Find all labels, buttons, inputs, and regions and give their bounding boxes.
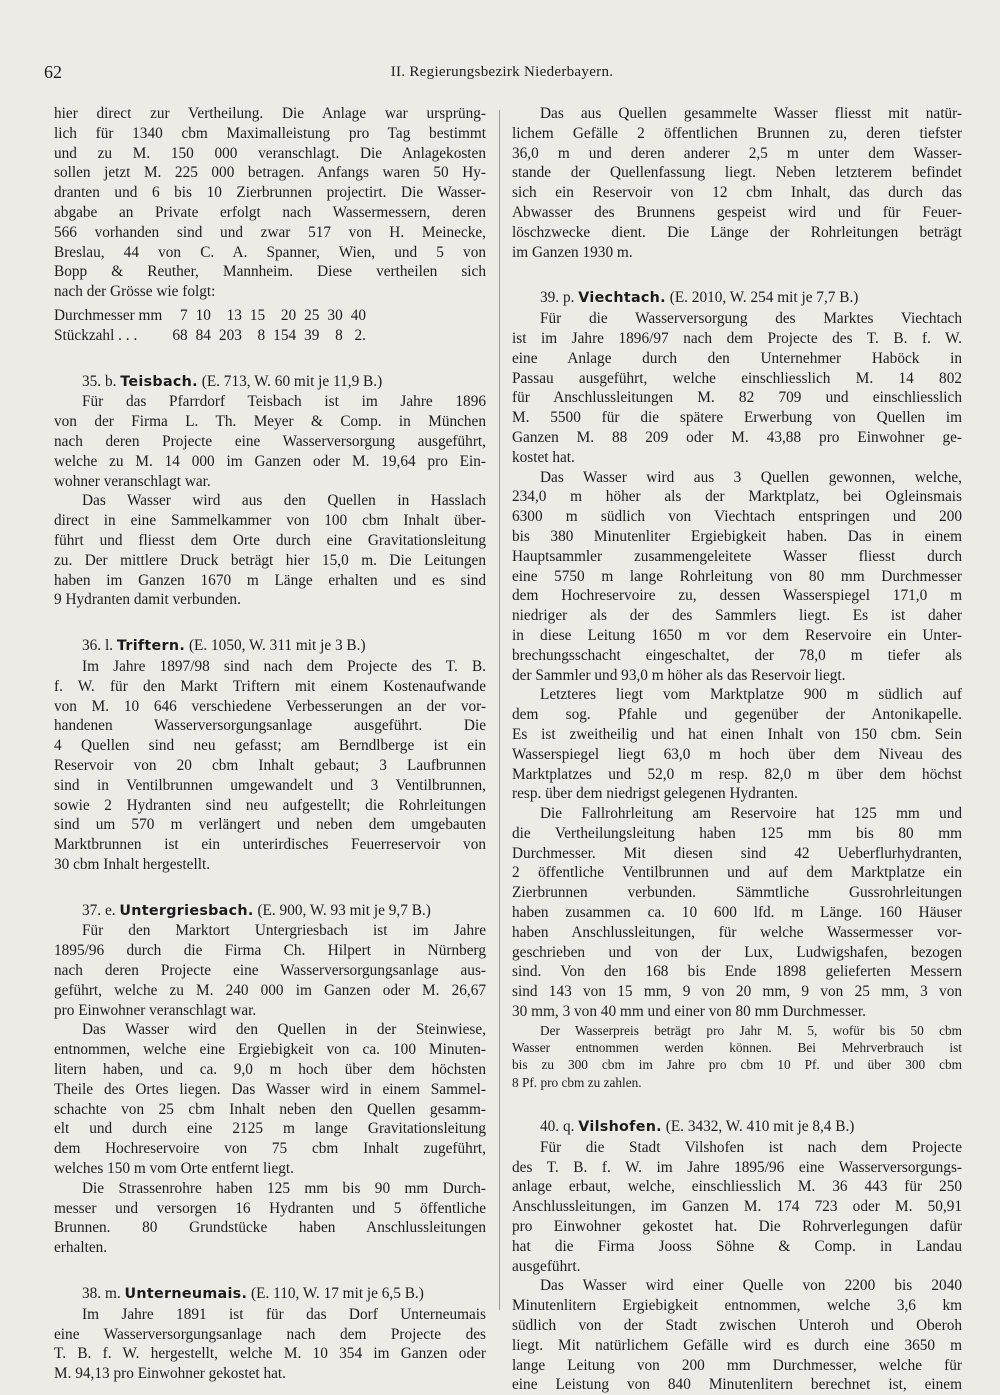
table-cell: 40 (350, 306, 367, 324)
table-cell: 25 (304, 306, 320, 324)
text-line: brechungsschacht eingeschaltet, der 78,0 m tiefer als (512, 646, 962, 664)
text-line: handenen Wasserversorgungsanlage ausgeführt. Die (54, 717, 486, 735)
text-line: Theile des Ortes liegen. Das Wasser wird in einem Sammel- (54, 1080, 486, 1098)
text-line: sind. Von den 168 bis Ende 1898 gelieferten Messern (512, 963, 962, 981)
place-name: Vilshofen. (578, 1119, 662, 1136)
text-line: anlage erbaut, welche, einschliesslich M. 36 443 für 250 (512, 1178, 962, 1196)
entry-number: 37. e. (82, 901, 116, 919)
text-line: geführt, welche zu M. 240 000 im Ganzen oder M. 26,67 (54, 981, 486, 999)
text-line: sind um 570 m verlängert und neben dem umgebauten (54, 816, 486, 834)
text-line: 30 mm, 3 von 40 mm und einer von 80 mm Durchmesser. (512, 1003, 866, 1021)
text-line: ist im Jahre 1896/97 nach dem Projecte des T. B. f. W. (512, 329, 962, 347)
text-line: Für die Stadt Vilshofen ist nach dem Projecte (540, 1138, 962, 1156)
paragraph (54, 1305, 486, 1384)
text-line: 6300 m südlich von Viechtach entspringen und 200 (512, 508, 962, 526)
text-line: haben zusammen ca. 10 600 lfd. m Länge. 160 Häuser (512, 904, 962, 922)
text-line: dem sog. Pfahle und gegenüber der Antonikapelle. (512, 706, 962, 724)
table-cell: 7 (179, 306, 188, 324)
text-line: Marktbrunnen ist ein unterirdisches Feuerreservoir von (54, 836, 486, 854)
table-cell: 10 (195, 306, 211, 324)
text-line: Brunnen. 80 Grundstücke haben Anschlussleitungen (54, 1219, 486, 1237)
text-line: lich für 1340 cbm Maximalleistung pro Tag bestimmt (54, 124, 486, 142)
text-line: Das aus Quellen gesammelte Wasser fliesst mit natür- (540, 105, 962, 122)
text-line: direct in eine Sammelkammer von 100 cbm Inhalt über- (54, 512, 486, 530)
entry-info: (E. 713, W. 60 mit je 11,9 B.) (201, 372, 383, 390)
text-line: Das Wasser wird aus 3 Quellen gewonnen, welche, (540, 468, 962, 486)
entry-heading (54, 636, 486, 657)
text-line: bis zu 300 cbm im Jahre pro cbm 10 Pf. und über 300 cbm (512, 1057, 962, 1073)
entry-number: 36. l. (82, 637, 114, 655)
text-line: Für das Pfarrdorf Teisbach ist im Jahre 1896 (82, 393, 486, 411)
text-line: M. 94,13 pro Einwohner gekostet hat. (54, 1365, 286, 1383)
page-number: 62 (44, 62, 62, 82)
table-cell: 203 (218, 326, 242, 344)
text-line: Wasser entnommen werden können. Bei Mehrverbrauch ist (512, 1040, 962, 1056)
place-name: Unterneumais. (124, 1286, 248, 1303)
paragraph (512, 309, 962, 467)
running-head: II. Regierungsbezirk Niederbayern. (390, 64, 614, 80)
text-line: Die Strassenrohre haben 125 mm bis 90 mm Durch- (82, 1179, 486, 1197)
table-cell: 68 (172, 326, 188, 344)
text-line: Breslau, 44 von C. A. Spanner, Wien, und 5 von (54, 243, 486, 261)
paragraph (512, 1138, 962, 1277)
text-line: Ganzen M. 88 209 oder M. 43,88 pro Einwohner ge- (512, 428, 962, 446)
text-line: Bopp & Reuther, Mannheim. Diese vertheilen sich (54, 263, 486, 281)
text-line: eine 5750 m lange Rohrleitung von 80 mm Durchmesser (512, 567, 962, 585)
text-line: messer und versorgen 16 Hydranten und 5 öffentliche (54, 1199, 486, 1217)
text-line: Marktplatzes und 52,0 m resp. 82,0 m über dem höchst (512, 765, 962, 783)
text-line: wohner veranschlagt war. (54, 472, 211, 490)
entry-info: (E. 1050, W. 311 mit je 3 B.) (188, 637, 366, 655)
row-label: Durchmesser mm (54, 306, 163, 324)
table-cell: 20 (280, 306, 297, 324)
text-line: von M. 10 646 verschiedene Verbesserungen an der vor- (54, 697, 486, 715)
text-line: 566 vorhanden sind und zwar 517 von H. Meinecke, (54, 223, 486, 241)
continued-paragraph (54, 104, 486, 302)
text-line: erhalten. (54, 1239, 108, 1257)
text-line: Passau ausgeführt, welche einschliesslich M. 14 802 (512, 369, 962, 387)
entry-heading (54, 372, 486, 393)
text-line: hat die Firma Jooss Söhne & Comp. in Landau (512, 1237, 962, 1255)
table-cell: 154 (273, 326, 297, 344)
column-divider (499, 110, 500, 1310)
text-line: Das Wasser wird aus den Quellen in Hasslach (82, 492, 486, 510)
table-row (54, 326, 374, 346)
paragraph (54, 392, 486, 491)
entry-heading (512, 288, 962, 309)
text-line: M. 5500 für die spätere Erwerbung von Quellen im (512, 409, 962, 427)
paragraph (512, 804, 962, 1022)
paragraph (54, 657, 486, 875)
text-line: pro Einwohner gekostet hat. Die Rohrverlegungen dafür (512, 1218, 962, 1236)
text-line: zu. Der mittlere Druck beträgt hier 15,0 m. Die Leitungen (54, 551, 486, 569)
table-cell: 13 (226, 306, 242, 324)
text-line: pro Einwohner veranschlagt war. (54, 1001, 257, 1019)
text-line: Abwasser des Brunnens gespeist wird und für Feuer- (512, 203, 962, 221)
entry-number: 35. b. (82, 372, 117, 390)
entry-number: 39. p. (540, 289, 575, 307)
text-line: 234,0 m höher als der Marktplatz, bei Ogleinsmais (512, 488, 962, 506)
text-line: führt und fliesst dem Orte durch eine Gravitationsleitung (54, 531, 486, 549)
text-line: liegt. Mit natürlichem Gefälle wird es durch eine 3650 m (512, 1336, 962, 1354)
place-name: Untergriesbach. (119, 902, 254, 919)
text-line: dem Hochreservoire von 75 cbm Inhalt zugeführt, (54, 1140, 486, 1158)
place-name: Triftern. (116, 638, 186, 655)
text-line: schachte von 25 cbm Inhalt neben den Quellen gesamm- (54, 1100, 486, 1118)
entry-heading (54, 901, 486, 922)
text-line: sollen jetzt M. 225 000 betragen. Anfangs waren 50 Hy- (54, 164, 486, 182)
row-label: Stückzahl . . . (54, 326, 138, 344)
text-line: Anschlussleitungen, im Ganzen M. 174 723 oder M. 50,91 (512, 1198, 962, 1216)
text-line: 30 cbm Inhalt hergestellt. (54, 855, 211, 873)
entry-heading (54, 1284, 486, 1305)
paragraph (512, 104, 962, 262)
paragraph (512, 468, 962, 686)
table-cell: 84 (195, 326, 211, 344)
text-line: 8 Pf. pro cbm zu zahlen. (512, 1074, 642, 1090)
text-line: nach der Grösse wie folgt: (54, 283, 216, 301)
text-line: löschzwecke dient. Die Länge der Rohrleitungen beträgt (512, 223, 962, 241)
text-line: sich ein Reservoir von 12 cbm Inhalt, das durch das (512, 184, 962, 202)
text-line: im Ganzen 1930 m. (512, 243, 633, 261)
table-cell: 30 (327, 306, 343, 324)
table-cell: 2. (354, 326, 367, 344)
paragraph (512, 1276, 962, 1395)
text-line: lange Leitung von 200 mm Durchmesser, welche für (512, 1356, 962, 1374)
paragraph (54, 921, 486, 1020)
text-line: eine Anlage durch den Unternehmer Haböck in (512, 349, 962, 367)
entry-number: 38. m. (82, 1285, 121, 1303)
place-name: Teisbach. (120, 373, 198, 390)
text-line: ausgeführt. (512, 1257, 581, 1275)
text-line: 36,0 m und deren anderer 2,5 m unter dem Wasser- (512, 144, 962, 162)
text-line: Im Jahre 1897/98 sind nach dem Projecte des T. B. (82, 657, 486, 675)
paragraph (512, 685, 962, 804)
text-line: 4 Quellen sind neu gefasst; am Berndlberge ist ein (54, 737, 486, 755)
text-line: für Anschlussleitungen M. 82 709 und einschliesslich (512, 389, 962, 407)
text-line: sind in Ventilbrunnen umgewandelt und 3 Ventilbrunnen, (54, 776, 486, 794)
meter-size-table (54, 306, 374, 346)
text-line: des T. B. f. W. im Jahre 1895/96 eine Wasserversorgungs- (512, 1158, 962, 1176)
entry-info: (E. 900, W. 93 mit je 9,7 B.) (257, 901, 431, 919)
text-line: Reservoir von 20 cbm Inhalt gebaut; 3 Laufbrunnen (54, 756, 486, 774)
place-name: Viechtach. (578, 290, 666, 307)
text-line: Es ist zweitheilig und hat einen Inhalt von 150 cbm. Sein (512, 725, 962, 743)
text-line: Durchmesser. Mit diesen sind 42 Ueberflurhydranten, (512, 844, 962, 862)
text-line: Im Jahre 1891 ist für das Dorf Unterneumais (82, 1305, 486, 1323)
text-line: hier direct zur Vertheilung. Die Anlage war ursprüng- (54, 105, 486, 122)
text-line: niedriger als der des Sammlers liegt. Es ist daher (512, 607, 962, 625)
text-line: Hauptsammler zusammengeleitete Wasser fliesst durch (512, 547, 962, 565)
text-line: geschrieben und von der Lux, Ludwigshafen, bezogen (512, 943, 962, 961)
text-line: T. B. f. W. hergestellt, welche M. 10 354 im Ganzen oder (54, 1345, 486, 1363)
text-line: Minutenlitern Ergiebigkeit entnommen, welche 3,6 km (512, 1297, 962, 1315)
text-line: welches 150 m vom Orte entfernt liegt. (54, 1160, 295, 1178)
text-line: eine Leistung von 840 Minutenlitern berechnet ist, einem (512, 1376, 962, 1394)
text-line: dem Hochreservoire zu, dessen Wasserspiegel 171,0 m (512, 587, 962, 605)
price-note (512, 1022, 962, 1091)
text-line: 9 Hydranten damit verbunden. (54, 591, 241, 609)
text-line: Zierbrunnen verbunden. Sämmtliche Gussrohrleitungen (512, 884, 962, 902)
text-line: Für den Marktort Untergriesbach ist im Jahre (82, 922, 486, 940)
text-line: Die Fallrohrleitung am Reservoire hat 125 mm und (540, 805, 962, 823)
text-line: südlich von der Stadt zwischen Unteroh und Oberoh (512, 1317, 962, 1335)
text-line: und zu M. 150 000 veranschlagt. Die Anlagekosten (54, 144, 486, 162)
text-line: in diese Leitung 1650 m vor dem Reservoire ein Unter- (512, 626, 962, 644)
text-line: nach deren Projecte eine Wasserversorgungsanlage aus- (54, 962, 486, 980)
text-line: haben Anschlussleitungen, für welche Wassermesser vor- (512, 923, 962, 941)
text-line: litern haben, und ca. 9,0 m hoch über dem höchsten (54, 1061, 486, 1079)
table-cell: 39 (304, 326, 320, 344)
text-line: die Vertheilungsleitung haben 125 mm bis 80 mm (512, 824, 962, 842)
page-header (44, 62, 960, 86)
text-line: f. W. für den Markt Triftern mit einem Kostenaufwande (54, 677, 486, 695)
text-line: von der Firma L. Th. Meyer & Comp. in München (54, 413, 486, 431)
text-line: 2 öffentliche Ventilbrunnen und auf dem Marktplatze ein (512, 864, 962, 882)
table-row (54, 306, 374, 326)
text-line: 1895/96 durch die Firma Ch. Hilpert in Nürnberg (54, 942, 486, 960)
table-cell: 8 (257, 326, 266, 344)
text-line: haben im Ganzen 1670 m Länge erhalten und es sind (54, 571, 486, 589)
text-line: kostet hat. (512, 448, 575, 466)
text-line: nach deren Projecte eine Wasserversorgung ausgeführt, (54, 432, 486, 450)
text-line: der Sammler und 93,0 m höher als das Reservoir liegt. (512, 666, 846, 684)
entry-info: (E. 2010, W. 254 mit je 7,7 B.) (669, 289, 859, 307)
text-line: abgabe an Private erfolgt nach Wassermessern, deren (54, 203, 486, 221)
text-line: elt und durch eine 2125 m lange Gravitationsleitung (54, 1120, 486, 1138)
text-line: Das Wasser wird einer Quelle von 2200 bis 2040 (540, 1277, 962, 1295)
text-line: Der Wasserpreis beträgt pro Jahr M. 5, wofür bis 50 cbm (540, 1022, 962, 1038)
text-line: sind 143 von 15 mm, 9 von 20 mm, 9 von 25 mm, 3 von (512, 983, 962, 1001)
paragraph (54, 1020, 486, 1178)
text-line: Für die Wasserversorgung des Marktes Viechtach (540, 310, 962, 328)
text-line: welche zu M. 14 000 im Ganzen oder M. 19,64 pro Ein- (54, 452, 486, 470)
entry-info: (E. 110, W. 17 mit je 6,5 B.) (251, 1285, 424, 1303)
text-line: lichem Gefälle 2 öffentlichen Brunnen zu, deren tiefster (512, 124, 962, 142)
text-line: Das Wasser wird den Quellen in der Steinwiese, (82, 1021, 486, 1039)
text-line: Letzteres liegt vom Marktplatze 900 m südlich auf (540, 686, 962, 704)
table-cell: 8 (335, 326, 343, 344)
paragraph (54, 1179, 486, 1258)
text-line: entnommen, welche eine Ergiebigkeit von ca. 100 Minuten- (54, 1041, 486, 1059)
entry-number: 40. q. (540, 1118, 575, 1136)
text-line: sowie 2 Hydranten sind neu aufgestellt; die Rohrleitungen (54, 796, 486, 814)
table-cell: 15 (249, 306, 266, 324)
left-column (54, 104, 486, 1384)
text-line: Wasserspiegel liegt 63,0 m hoch über dem Niveau des (512, 745, 962, 763)
entry-info: (E. 3432, W. 410 mit je 8,4 B.) (665, 1118, 855, 1136)
text-line: dranten und 6 bis 10 Zierbrunnen projectirt. Die Wasser- (54, 184, 486, 202)
text-line: bis 380 Minutenliter Ergiebigkeit haben. Das in einem (512, 527, 962, 545)
text-line: eine Wasserversorgungsanlage nach dem Projecte des (54, 1325, 486, 1343)
text-line: resp. über dem niedrigst gelegenen Hydranten. (512, 785, 798, 803)
entry-heading (512, 1117, 962, 1138)
paragraph (54, 491, 486, 610)
right-column (512, 104, 962, 1395)
text-line: stande der Quellenfassung liegt. Neben letzterem befindet (512, 164, 962, 182)
